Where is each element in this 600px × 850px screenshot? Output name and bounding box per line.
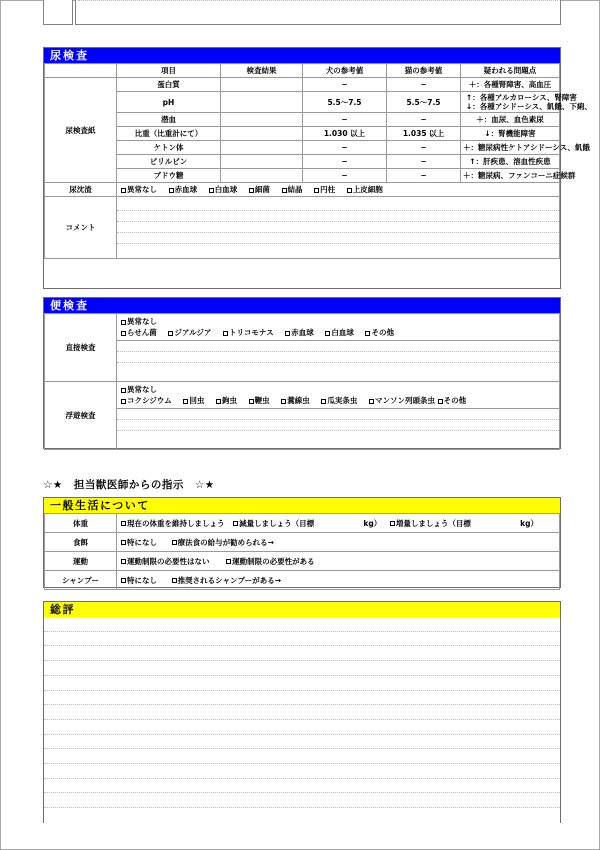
problem-line: ↓：腎機能障害 bbox=[484, 129, 536, 138]
write-line[interactable] bbox=[117, 200, 559, 211]
problem-line: ↑：肝疾患、溶血性疾患 bbox=[469, 157, 551, 166]
urine-problem-ketone bbox=[461, 141, 590, 155]
urine-item-glucose: ブドウ糖 bbox=[117, 169, 221, 183]
stool-flotation-label: 浮遊検査 bbox=[45, 382, 117, 450]
write-line[interactable] bbox=[117, 352, 559, 363]
checkbox-label: 鞭虫 bbox=[254, 396, 270, 405]
table-row bbox=[45, 78, 560, 92]
checkbox-diet-none[interactable] bbox=[121, 538, 157, 547]
write-line[interactable] bbox=[44, 720, 560, 735]
checkbox-sediment-normal[interactable] bbox=[121, 184, 157, 195]
problem-line: ＋：各種腎障害、高血圧 bbox=[468, 80, 552, 89]
stool-flotation-row bbox=[45, 382, 560, 450]
checkbox-label: ジアルジア bbox=[174, 328, 212, 337]
urine-problem-protein bbox=[461, 78, 560, 92]
urine-dogref-ph: 5.5〜7.5 bbox=[303, 92, 387, 113]
checkbox-icon[interactable] bbox=[249, 188, 254, 193]
urine-comment-row bbox=[45, 197, 560, 259]
urine-table-header-row bbox=[45, 64, 560, 78]
checkbox-icon[interactable] bbox=[285, 331, 290, 336]
general-life-options-diet bbox=[117, 533, 560, 552]
urine-col-dog-ref: 犬の参考値 bbox=[303, 64, 387, 78]
urine-catref-occult-blood: − bbox=[387, 113, 461, 127]
urine-col-blank bbox=[45, 64, 117, 78]
urine-catref-ketone: − bbox=[387, 141, 461, 155]
checkbox-direct-rbc[interactable] bbox=[285, 327, 314, 338]
urine-problem-bilirubin bbox=[461, 155, 560, 169]
urine-examination-section bbox=[43, 47, 592, 289]
checkbox-direct-trichomonas[interactable] bbox=[223, 327, 274, 338]
stool-flotation-options-line1 bbox=[117, 382, 559, 395]
urine-col-result: 検査結果 bbox=[221, 64, 303, 78]
overall-evaluation-section bbox=[43, 601, 561, 823]
general-life-shampoo-row bbox=[45, 571, 560, 590]
checkbox-shampoo-recommended[interactable] bbox=[172, 576, 281, 585]
checkbox-sediment-cast[interactable] bbox=[314, 184, 335, 195]
problem-line: ＋：糖尿病性ケトアシドーシス、飢餓 bbox=[463, 143, 590, 152]
checkbox-sediment-bacteria[interactable] bbox=[249, 184, 270, 195]
urine-item-ph: pH bbox=[117, 92, 221, 113]
urine-catref-ph: 5.5〜7.5 bbox=[387, 92, 461, 113]
stool-direct-options-line2 bbox=[117, 327, 559, 340]
checkbox-exercise-no-restriction[interactable] bbox=[121, 557, 210, 566]
checkbox-label: 異常なし bbox=[127, 317, 157, 326]
urine-dogref-glucose: − bbox=[303, 169, 387, 183]
checkbox-icon[interactable] bbox=[314, 188, 319, 193]
urine-sediment-options bbox=[117, 183, 560, 197]
table-row bbox=[45, 113, 560, 127]
checkbox-icon[interactable] bbox=[121, 399, 126, 404]
checkbox-icon[interactable] bbox=[183, 399, 188, 404]
checkbox-flotation-coccidium[interactable] bbox=[121, 395, 172, 406]
urine-col-problem: 疑われる問題点 bbox=[461, 64, 560, 78]
urine-result-glucose[interactable] bbox=[221, 169, 303, 183]
write-line[interactable] bbox=[44, 793, 560, 808]
checkbox-label: 上皮細胞 bbox=[352, 185, 383, 194]
checkbox-direct-other[interactable] bbox=[365, 327, 394, 338]
stool-direct-row bbox=[45, 314, 560, 382]
write-line[interactable] bbox=[44, 779, 560, 794]
urine-section-heading: 尿検査 bbox=[44, 48, 560, 63]
stool-direct-label: 直接検査 bbox=[45, 314, 117, 382]
urine-sediment-label: 尿沈渣 bbox=[45, 183, 117, 197]
checkbox-label: 推奨されるシャンプーがある→ bbox=[177, 575, 282, 585]
urine-dogref-protein: − bbox=[303, 78, 387, 92]
checkbox-label: 赤血球 bbox=[174, 185, 198, 194]
urine-problem-occult-blood bbox=[461, 113, 560, 127]
checkbox-label: 療法食の給与が勧められる→ bbox=[177, 537, 274, 547]
general-life-label-diet: 食餌 bbox=[45, 533, 117, 552]
top-fragment-value-cell[interactable] bbox=[75, 0, 561, 25]
checkbox-label: マンソン列頭条虫 bbox=[375, 396, 435, 405]
write-line[interactable] bbox=[117, 244, 559, 255]
stool-direct-content bbox=[117, 314, 560, 382]
checkbox-flotation-dipylidium[interactable] bbox=[321, 395, 357, 406]
urine-item-ketone: ケトン体 bbox=[117, 141, 221, 155]
checkbox-icon[interactable] bbox=[121, 521, 126, 526]
write-line[interactable] bbox=[117, 222, 559, 233]
checkbox-sediment-crystal[interactable] bbox=[282, 184, 303, 195]
checkbox-label: 赤血球 bbox=[291, 328, 314, 337]
checkbox-icon[interactable] bbox=[172, 578, 177, 583]
urine-dogref-bilirubin: − bbox=[303, 155, 387, 169]
general-life-label-exercise: 運動 bbox=[45, 552, 117, 571]
urine-result-ketone[interactable] bbox=[221, 141, 303, 155]
checkbox-direct-spirochete[interactable] bbox=[121, 327, 157, 338]
checkbox-label: 現在の体重を維持しましょう bbox=[127, 518, 225, 528]
problem-line: ＋：糖尿病、ファンコーニ症候群 bbox=[463, 171, 576, 180]
checkbox-icon[interactable] bbox=[121, 559, 126, 564]
checkbox-icon[interactable] bbox=[438, 399, 443, 404]
stool-flotation-writelines[interactable] bbox=[117, 408, 559, 442]
stool-direct-options-line1 bbox=[117, 314, 559, 327]
checkbox-icon[interactable] bbox=[223, 331, 228, 336]
checkbox-maintain-weight[interactable] bbox=[121, 519, 225, 528]
general-life-heading: 一般生活について bbox=[44, 498, 560, 513]
checkbox-lose-weight[interactable] bbox=[233, 519, 314, 528]
urine-result-occult-blood[interactable] bbox=[221, 113, 303, 127]
checkbox-label: その他 bbox=[371, 328, 394, 337]
checkbox-label: 瓜実条虫 bbox=[327, 396, 358, 405]
urine-result-ph[interactable] bbox=[221, 92, 303, 113]
checkbox-icon[interactable] bbox=[226, 559, 231, 564]
write-line[interactable] bbox=[44, 808, 560, 823]
checkbox-label: 増量しましょう（目標 bbox=[395, 518, 471, 528]
stool-examination-section bbox=[43, 297, 561, 449]
checkbox-gain-weight[interactable] bbox=[390, 519, 471, 528]
checkbox-icon[interactable] bbox=[121, 578, 126, 583]
general-life-options-weight bbox=[117, 514, 560, 533]
urine-item-bilirubin: ビリルビン bbox=[117, 155, 221, 169]
write-line[interactable] bbox=[44, 661, 560, 676]
checkbox-icon[interactable] bbox=[121, 320, 126, 325]
urine-col-item: 項目 bbox=[117, 64, 221, 78]
top-fragment-label-cell bbox=[43, 0, 73, 25]
checkbox-icon[interactable] bbox=[121, 540, 126, 545]
general-life-label-weight: 体重 bbox=[45, 514, 117, 533]
table-row bbox=[45, 155, 560, 169]
general-life-diet-row bbox=[45, 533, 560, 552]
checkbox-flotation-normal[interactable] bbox=[121, 384, 157, 395]
checkbox-direct-giardia[interactable] bbox=[168, 327, 211, 338]
checkbox-direct-normal[interactable] bbox=[121, 316, 157, 327]
top-table-fragment bbox=[43, 0, 561, 25]
urine-item-occult-blood: 潜血 bbox=[117, 113, 221, 127]
write-line[interactable] bbox=[44, 632, 560, 647]
checkbox-icon[interactable] bbox=[281, 399, 286, 404]
checkbox-flotation-other[interactable] bbox=[438, 395, 467, 406]
checkbox-flotation-hookworm[interactable] bbox=[216, 395, 237, 406]
checkbox-diet-therapeutic[interactable] bbox=[172, 538, 274, 547]
checkbox-sediment-wbc[interactable] bbox=[209, 184, 238, 195]
general-life-options-exercise bbox=[117, 552, 560, 571]
write-line[interactable] bbox=[117, 431, 559, 442]
checkbox-label: 運動制限の必要性はない bbox=[127, 556, 210, 566]
checkbox-icon[interactable] bbox=[365, 331, 370, 336]
urine-result-bilirubin[interactable] bbox=[221, 155, 303, 169]
checkbox-icon[interactable] bbox=[216, 399, 221, 404]
checkbox-icon[interactable] bbox=[321, 399, 326, 404]
checkbox-label: 特になし bbox=[127, 537, 157, 547]
checkbox-shampoo-none[interactable] bbox=[121, 576, 157, 585]
checkbox-icon[interactable] bbox=[390, 521, 395, 526]
checkbox-label: 異常なし bbox=[127, 385, 157, 394]
checkbox-label: 異常なし bbox=[127, 185, 157, 194]
stool-direct-writelines[interactable] bbox=[117, 340, 559, 374]
urine-problem-glucose bbox=[461, 169, 576, 183]
general-life-table bbox=[44, 513, 560, 590]
checkbox-icon[interactable] bbox=[369, 399, 374, 404]
urine-dogref-specific-gravity: 1.030 以上 bbox=[303, 127, 387, 141]
checkbox-icon[interactable] bbox=[168, 331, 173, 336]
urine-dogref-occult-blood: − bbox=[303, 113, 387, 127]
checkbox-exercise-restriction[interactable] bbox=[226, 557, 315, 566]
urine-catref-specific-gravity: 1.035 以上 bbox=[387, 127, 461, 141]
write-line[interactable] bbox=[117, 211, 559, 222]
checkbox-icon[interactable] bbox=[249, 399, 254, 404]
checkbox-label: コクシジウム bbox=[127, 396, 172, 405]
checkbox-label: らせん菌 bbox=[127, 328, 157, 337]
write-line[interactable] bbox=[117, 363, 559, 374]
checkbox-icon[interactable] bbox=[325, 331, 330, 336]
overall-evaluation-writelines[interactable] bbox=[44, 617, 560, 823]
overall-evaluation-heading: 総評 bbox=[44, 602, 560, 617]
checkbox-icon[interactable] bbox=[347, 188, 352, 193]
checkbox-label: 結晶 bbox=[287, 185, 303, 194]
general-life-exercise-row bbox=[45, 552, 560, 571]
checkbox-label: 白血球 bbox=[331, 328, 354, 337]
checkbox-icon[interactable] bbox=[282, 188, 287, 193]
general-life-options-shampoo bbox=[117, 571, 560, 590]
write-line[interactable] bbox=[44, 749, 560, 764]
general-life-label-shampoo: シャンプー bbox=[45, 571, 117, 590]
checkbox-icon[interactable] bbox=[121, 188, 126, 193]
urine-catref-protein: − bbox=[387, 78, 461, 92]
problem-line: ↓：各種アシドーシス、飢餓、下痢、 bbox=[466, 102, 592, 111]
checkbox-label: 円柱 bbox=[320, 185, 336, 194]
checkbox-sediment-epithelial[interactable] bbox=[347, 184, 383, 195]
problem-line: ↑：各種アルカローシス、腎障害 bbox=[466, 93, 577, 102]
urine-problem-ph bbox=[461, 92, 592, 113]
write-line[interactable] bbox=[44, 705, 560, 720]
checkbox-flotation-roundworm[interactable] bbox=[183, 395, 204, 406]
write-line[interactable] bbox=[117, 341, 559, 352]
table-row bbox=[45, 127, 560, 141]
checkbox-icon[interactable] bbox=[121, 388, 126, 393]
checkbox-flotation-spirometra[interactable] bbox=[369, 395, 435, 406]
write-line[interactable] bbox=[117, 409, 559, 420]
urine-catref-bilirubin: − bbox=[387, 155, 461, 169]
stool-flotation-content bbox=[117, 382, 560, 450]
weight-gain-unit: kg） bbox=[520, 518, 538, 528]
urine-result-specific-gravity[interactable] bbox=[221, 127, 303, 141]
weight-loss-unit: kg） bbox=[363, 518, 382, 528]
checkbox-label: トリコモナス bbox=[229, 328, 274, 337]
write-line[interactable] bbox=[44, 646, 560, 661]
stool-flotation-options-line2 bbox=[117, 395, 559, 408]
urine-table bbox=[44, 63, 592, 259]
checkbox-direct-wbc[interactable] bbox=[325, 327, 354, 338]
checkbox-label: 鉤虫 bbox=[222, 396, 237, 405]
checkbox-label: 減量しましょう（目標 bbox=[239, 518, 315, 528]
write-line[interactable] bbox=[44, 676, 560, 691]
checkbox-icon[interactable] bbox=[121, 331, 126, 336]
checkbox-flotation-whipworm[interactable] bbox=[249, 395, 270, 406]
checkbox-icon[interactable] bbox=[172, 540, 177, 545]
general-life-section bbox=[43, 497, 561, 588]
urine-dogref-ketone: − bbox=[303, 141, 387, 155]
urine-comment-field[interactable] bbox=[117, 197, 560, 259]
urine-comment-label: コメント bbox=[45, 197, 117, 259]
checkbox-label: 回虫 bbox=[189, 396, 205, 405]
checkbox-label: 細菌 bbox=[254, 185, 270, 194]
checkbox-label: 運動制限の必要性がある bbox=[232, 556, 315, 566]
stool-section-heading: 便検査 bbox=[44, 298, 560, 313]
table-row bbox=[45, 169, 560, 183]
urine-group-label: 尿検査紙 bbox=[45, 78, 117, 183]
urine-col-cat-ref: 猫の参考値 bbox=[387, 64, 461, 78]
checkbox-label: その他 bbox=[443, 396, 467, 405]
general-life-weight-row bbox=[45, 514, 560, 533]
veterinarian-instructions-title: ☆★ 担当獣医師からの指示 ☆★ bbox=[43, 479, 215, 491]
checkbox-sediment-rbc[interactable] bbox=[169, 184, 198, 195]
write-line[interactable] bbox=[44, 617, 560, 632]
urine-result-protein[interactable] bbox=[221, 78, 303, 92]
checkbox-label: 糞線虫 bbox=[287, 396, 310, 405]
write-line[interactable] bbox=[44, 764, 560, 779]
table-row bbox=[45, 92, 560, 113]
urine-catref-glucose: − bbox=[387, 169, 461, 183]
write-line[interactable] bbox=[117, 233, 559, 244]
checkbox-icon[interactable] bbox=[169, 188, 174, 193]
write-line[interactable] bbox=[44, 735, 560, 750]
checkbox-label: 特になし bbox=[127, 575, 157, 585]
urine-problem-specific-gravity bbox=[461, 127, 560, 141]
urine-item-specific-gravity: 比重（比重計にて） bbox=[117, 127, 221, 141]
problem-line: ＋：血尿、血色素尿 bbox=[476, 115, 544, 124]
write-line[interactable] bbox=[44, 691, 560, 706]
stool-table bbox=[44, 313, 560, 450]
urine-comment-writelines[interactable] bbox=[117, 200, 559, 255]
urine-sediment-row bbox=[45, 183, 560, 197]
checkbox-icon[interactable] bbox=[209, 188, 214, 193]
write-line[interactable] bbox=[117, 420, 559, 431]
checkbox-label: 白血球 bbox=[214, 185, 238, 194]
checkbox-flotation-strongyloides[interactable] bbox=[281, 395, 310, 406]
urine-item-protein: 蛋白質 bbox=[117, 78, 221, 92]
table-row bbox=[45, 141, 560, 155]
checkbox-icon[interactable] bbox=[233, 521, 238, 526]
